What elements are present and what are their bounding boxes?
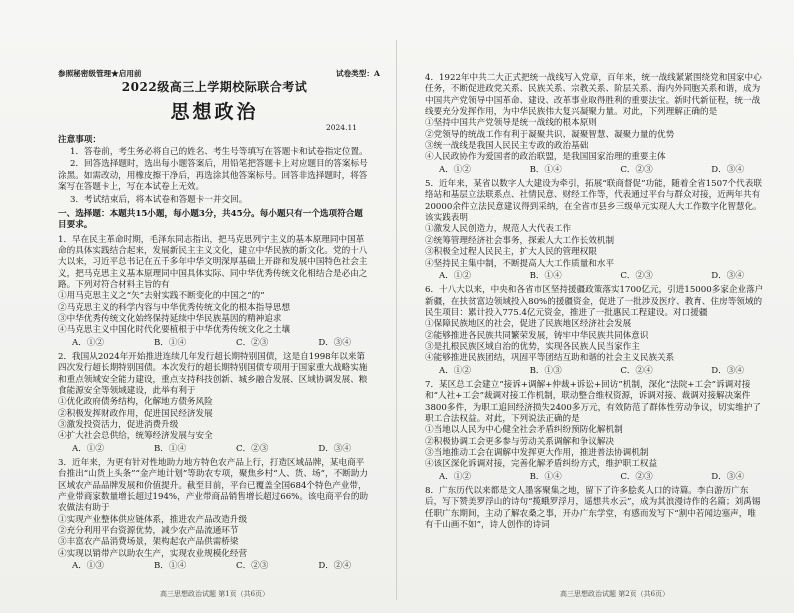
statement-option: ④人民政协作为爱国者的政治联盟，是我国国家治理的重要主体	[425, 152, 666, 163]
statement-option: ②马克思主义的科学内容与中华优秀传统文化的根本指导思想	[58, 302, 291, 313]
choice-d: D．③④	[711, 365, 744, 376]
choice-b: B．①④	[153, 561, 187, 572]
confidential-label: 参照秘密级管理★启用前	[58, 69, 142, 78]
statement-option: ③丰富农产品消费场景，架构起农产品供需桥梁	[58, 537, 239, 548]
statement-option: ①保障民族地区的社会，促进了民族地区经济社会发展	[425, 319, 632, 330]
statement-option: ①坚持中国共产党领导是统一战线的根本原则	[425, 118, 597, 129]
question-stem: 2．我国从2024年开始推进连续几年发行超长期特别国债，这是自1998年以来第四次发行超长期特别国债。本次发行的超长期特别国债专项用于国家重大战略实施和重点领域安全能力建设，重点支持科技创新、城乡融合发展、区域协调发展、粮食能源安全等领域建设，此举有利于	[58, 351, 368, 397]
notice-item: 2．回答选择题时，选出每小题答案后，用铅笔把答题卡上对应题目的答案标号涂黑。如需改动，用橡皮擦干净后，再选涂其他答案标号。回答非选择题时，将答案写在答题卡上，写在本试卷上无效。	[58, 159, 368, 193]
answer-choices	[72, 338, 351, 349]
choice-d: D．②④	[318, 561, 351, 572]
answer-choices	[439, 366, 744, 377]
notice-title: 注意事项：	[58, 134, 101, 145]
choice-b: B．①④	[529, 270, 562, 281]
choice-a: A．①②	[439, 365, 471, 376]
statement-option: ③是扎根民族区域自治的优势，实现各民族人民当家作主	[425, 341, 640, 352]
section-heading: 一、选择题：本题共15小题，每小题3分，共45分。每小题只有一个选项符合题目要求。	[58, 208, 363, 231]
statement-option: ④坚持民主集中制，不断提高人大工作质量和水平	[425, 258, 615, 269]
choice-a: A．①②	[439, 471, 471, 482]
choice-d: D．③④	[318, 337, 351, 348]
statement-option: ③统一战线是我国人民民主专政的政治基础	[425, 141, 589, 152]
statement-option: ①当地以人民为中心健全社会矛盾纠纷预防化解机制	[425, 425, 623, 436]
question-3	[58, 458, 371, 572]
answer-choices	[72, 561, 351, 572]
choice-a: A．①②	[439, 164, 471, 175]
notice-item: 3．考试结束后，将本试卷和答题卡一并交回。	[70, 194, 248, 205]
statement-option: ①优化政府债务结构，化解地方债务风险	[58, 397, 213, 408]
statement-option: ②能够推进各民族共同繁荣发展，铸牢中华民族共同体意识	[425, 330, 649, 341]
question-8	[425, 486, 764, 531]
statement-option: ②充分利用平台资源优势，减少农产品流通环节	[58, 526, 239, 537]
choice-b: B．①④	[153, 337, 187, 348]
choice-b: B．①③	[529, 365, 562, 376]
statement-option: ②统筹管理经济社会事务，探索人大工作长效机制	[425, 235, 615, 246]
choice-b: B．①④	[529, 471, 562, 482]
answer-choices	[72, 444, 351, 455]
choice-d: D．③④	[318, 443, 351, 454]
exam-title: 2022级高三上学期校际联合考试	[121, 80, 308, 94]
paper-type-label: 试卷类型：A	[336, 69, 380, 78]
statement-option: ③当地推动工会在调解中发挥更大作用，推进普法协调机制	[425, 448, 649, 458]
choice-d: D．③④	[711, 164, 744, 175]
question-stem: 5．近年来，某省以数字人大建设为牵引，拓展“联商督促”功能，随着全省1507个代表联络站和基层立法联系点、社情民意、财经工作等，代表通过平台与群众对接，近两年共有20000余件立法民意建议得到采纳，在全省市县乡三级单元实现人大工作数字化智慧化。该实践表明	[425, 179, 762, 224]
choice-d: D．③④	[711, 270, 744, 281]
question-stem: 1．早在民主革命时期，毛泽东同志指出，把马克思列宁主义的基本原理同中国革命的具体实践结合起来，发展新民主主义文化，建立中华民族的新文化。党的十八大以来，习近平总书记在五千多年中华文明深厚基础上开辟和发展中国特色社会主义，把马克思主义基本原理同中国具体实际、同中华优秀传统文化相结合是必由之路。下列对符合材料主旨的有	[58, 234, 368, 290]
question-7	[425, 380, 764, 483]
statement-option: ③激发投资活力，促进消费升级	[58, 420, 179, 431]
subject-title: 思想政治	[170, 100, 259, 123]
question-stem: 3．近年来，为更有针对性地助力地方特色农产品上行，打造区域品牌，某电商平台推出“山货上头条”“金产地计划”等助农专项，聚焦乡村“人、货、场”，不断助力区域农产品品牌发展和价值提升。截至目前，平台已覆盖全国684个特色产业带，产业带商家数量增长超过194%，产业带商品销售增长超过66%。该电商平台的助农做法有助于	[58, 458, 369, 514]
choice-c: C．②③	[620, 471, 653, 482]
answer-choices	[439, 271, 744, 282]
notice-item: 1．答卷前，考生务必将自己的姓名、考生号等填写在答题卡和试卷指定位置。	[70, 147, 368, 158]
choice-d: D．③④	[711, 471, 744, 482]
statement-option: ④实现以销带产以助农生产，实现农业规模化经营	[58, 548, 248, 559]
choice-c: C．②③	[236, 337, 269, 348]
statement-option: ③中华优秀传统文化始终保持延续中华民族基因的精神追求	[58, 313, 282, 324]
choice-b: B．①④	[529, 164, 562, 175]
question-5	[425, 179, 764, 282]
statement-option: ④马克思主义中国化时代化要植根于中华优秀传统文化之土壤	[58, 325, 291, 336]
right-page	[397, 0, 794, 613]
question-stem: 7．某区总工会建立“接诉+调解+仲裁+诉讼+回访”机制，深化“法院+工会”诉调对接和“人社+工会”裁调对接工作机制，联动整合维权资源，诉调对接、裁调对接解决案件3800多件，为职工追回经济损失2400多万元，有效防范了群体性劳动争议，切实维护了职工合法权益。对此，下列说法正确的是	[425, 379, 761, 424]
choice-a: A．①②	[72, 443, 104, 454]
answer-choices	[439, 165, 744, 176]
choice-c: C．②④	[620, 365, 653, 376]
choice-c: C．②③	[620, 270, 653, 281]
statement-option: ②积极协调工会更多参与劳动关系调解和争议解决	[425, 436, 615, 447]
question-4	[425, 73, 764, 176]
page-footer-right: 高三思想政治试题 第2页（共6页）	[560, 590, 670, 598]
choice-a: A．①②	[72, 337, 104, 348]
answer-choices	[439, 472, 744, 483]
statement-option: ④该区深化诉调对接，完善化解矛盾纠纷方式，维护职工权益	[425, 459, 658, 470]
choice-c: C．②③	[620, 164, 653, 175]
question-2	[58, 352, 371, 455]
choice-a: A．①③	[72, 561, 104, 572]
question-stem: 4．1922年中共二大正式把统一战线写入党章，百年来，统一战线紧紧围绕党和国家中心任务，不断促进政党关系、民族关系、宗教关系、阶层关系、海内外同胞关系和谐，成为中国共产党领导中国革命、建设、改革事业取得胜利的重要法宝。新时代新征程，统一战线要充分发挥作用，为中华民族伟大复兴凝聚力量。对此，下列理解正确的是	[425, 73, 762, 118]
choice-c: C．②③	[236, 443, 269, 454]
statement-option: ④能够推进民族团结，巩固平等团结互助和谐的社会主义民族关系	[425, 353, 675, 364]
question-6	[425, 285, 764, 377]
statement-option: ①激发人民创造力，规范人大代表工作	[425, 224, 572, 235]
statement-option: ①实现产业整体供应链体系，推进农产品改造升级	[58, 514, 248, 525]
statement-option: ④扩大社会总供给，统筹经济发展与安全	[58, 431, 213, 442]
statement-option: ③积极全过程人民民主，扩大人民的管理权限	[425, 247, 597, 258]
statement-option: ②党领导的统战工作有利于凝聚共识、凝聚智慧、凝聚力量的优势	[425, 129, 675, 140]
question-1	[58, 235, 371, 349]
question-stem: 6．十八大以来，中央和各省市区坚持援疆政策落实1700亿元，引进15000多家企业落户新疆，在扶贫富边领域投入80%的援疆资金，促进了一批涉及医疗、教育、住房等领域的民生项目：累计投入775.4亿元资金，推进了一批惠民工程建设。对口援疆	[425, 285, 764, 318]
page-footer-left: 高三思想政治试题 第1页（共6页）	[160, 590, 270, 598]
question-stem: 8．广东历代以来都是文人墨客聚集之地，留下了许多脍炙人口的诗篇。李白游历广东后，写下赞美罗浮山的诗句“揽蛾罗浮月，遥想共水云”，成为其浪漫诗作的名篇；刘禹锡任职广东期间，主动了解农桑之事，开办广东学堂，有感而发写下“割中若闻边塞声，唯有千山画不如”，诗人创作的诗词	[425, 486, 761, 531]
choice-b: B．①④	[153, 443, 187, 454]
choice-a: A．①②	[439, 270, 471, 281]
choice-c: C．②③	[236, 561, 269, 572]
statement-option: ②积极发挥财政作用，促进国民经济发展	[58, 408, 213, 419]
exam-date: 2024.11	[325, 122, 357, 132]
statement-option: ①用马克思主义之“矢”去射实践不断变化的中国之“的”	[58, 291, 265, 302]
